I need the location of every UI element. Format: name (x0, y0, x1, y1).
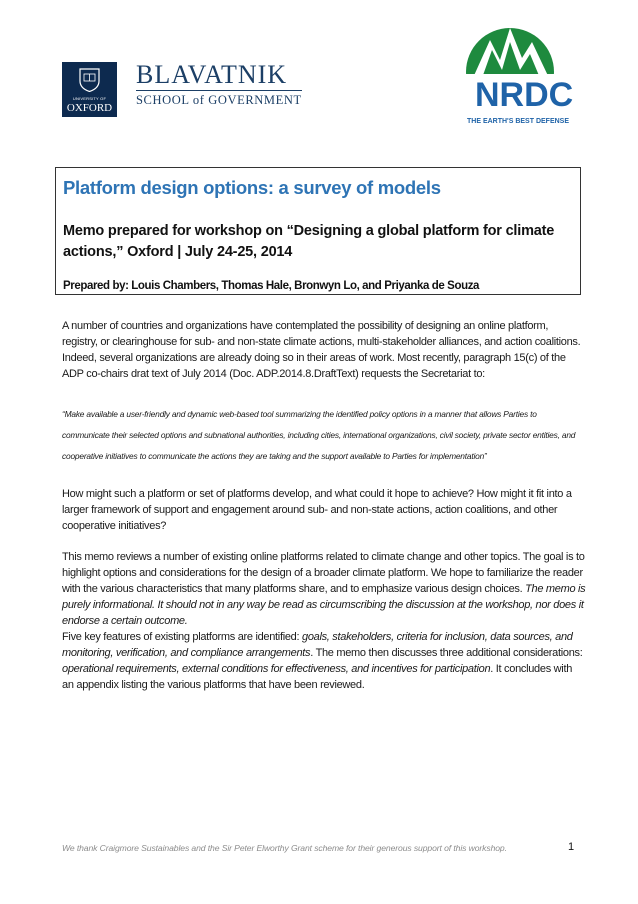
paragraph-memo-review (62, 549, 586, 629)
memo-review-text: This memo reviews a number of existing online platforms related to climate change and other topics. The goal is to highlight options and considerations for the design of a broader climate platform. We hope to familiarize the reader with the various characteristics that many platforms share, and to emphasize various design choices. (62, 551, 585, 595)
memo-subtitle: Memo prepared for workshop on “Designing a global platform for climate actions,” Oxford | July 24-25, 2014 (63, 223, 555, 260)
features-connector: . The memo then discusses three additional considerations: (310, 647, 583, 659)
features-conclusion: . It concludes with an appendix listing the various platforms that have been reviewed. (62, 663, 573, 691)
features-intro: Five key features of existing platforms are identified: (62, 631, 302, 643)
oxford-name-text: OXFORD (66, 102, 113, 114)
oxford-university-text: UNIVERSITY OF (72, 96, 107, 101)
quoted-text: “Make available a user-friendly and dynamic web-based tool summarizing the identified policy options in a manner that allows Parties to communicate their selected options and subnational authorities, including cities, international organizations, civil society, private sector entities, and cooperative initiatives to communicate the actions they are taking and the support available to Parties for implementation” (62, 409, 576, 461)
footer-acknowledgement: We thank Craigmore Sustainables and the Sir Peter Elworthy Grant scheme for their generous support of this workshop. (62, 843, 507, 853)
blavatnik-subtitle: SCHOOL of GOVERNMENT (136, 90, 302, 108)
prepared-by: Prepared by: Louis Chambers, Thomas Hale, Bronwyn Lo, and Priyanka de Souza (63, 280, 480, 292)
paragraph-intro: A number of countries and organizations have contemplated the possibility of designing an online platform, registry, or clearinghouse for sub- and non-state climate actions, multi-stakeholder alliances, and action coalitions. Indeed, several organizations are already doing so in their areas of work. Most recently, paragraph 15(c) of the ADP co-chairs drat text of July 2014 (Doc. ADP.2014.8.DraftText) requests the Secretariat to: (62, 320, 581, 380)
memo-disclaimer: The memo is purely informational. It should not in any way be read as circumscribing the discussion at the workshop, nor does it endorse a certain outcome. (62, 583, 586, 627)
paragraph-key-features (62, 629, 586, 693)
oxford-logo (62, 62, 117, 117)
title-box (55, 167, 581, 295)
considerations-list: operational requirements, external conditions for effectiveness, and incentives for participation (62, 663, 491, 675)
nrdc-tagline: THE EARTH'S BEST DEFENSE (467, 118, 570, 125)
nrdc-wordmark: NRDC (475, 76, 574, 114)
paragraph-questions: How might such a platform or set of platforms develop, and what could it hope to achieve? How might it fit into a larger framework of support and engagement around sub- and non-state actions, action coalitions, and other cooperative initiatives? (62, 488, 572, 532)
oxford-crest-icon (79, 68, 100, 92)
document-title: Platform design options: a survey of models (63, 177, 441, 198)
page-number: 1 (568, 841, 575, 853)
blavatnik-title: BLAVATNIK (136, 60, 288, 89)
header-logos (0, 0, 638, 160)
features-list: goals, stakeholders, criteria for inclusion, data sources, and monitoring, verification, and compliance arrangements (62, 631, 573, 659)
